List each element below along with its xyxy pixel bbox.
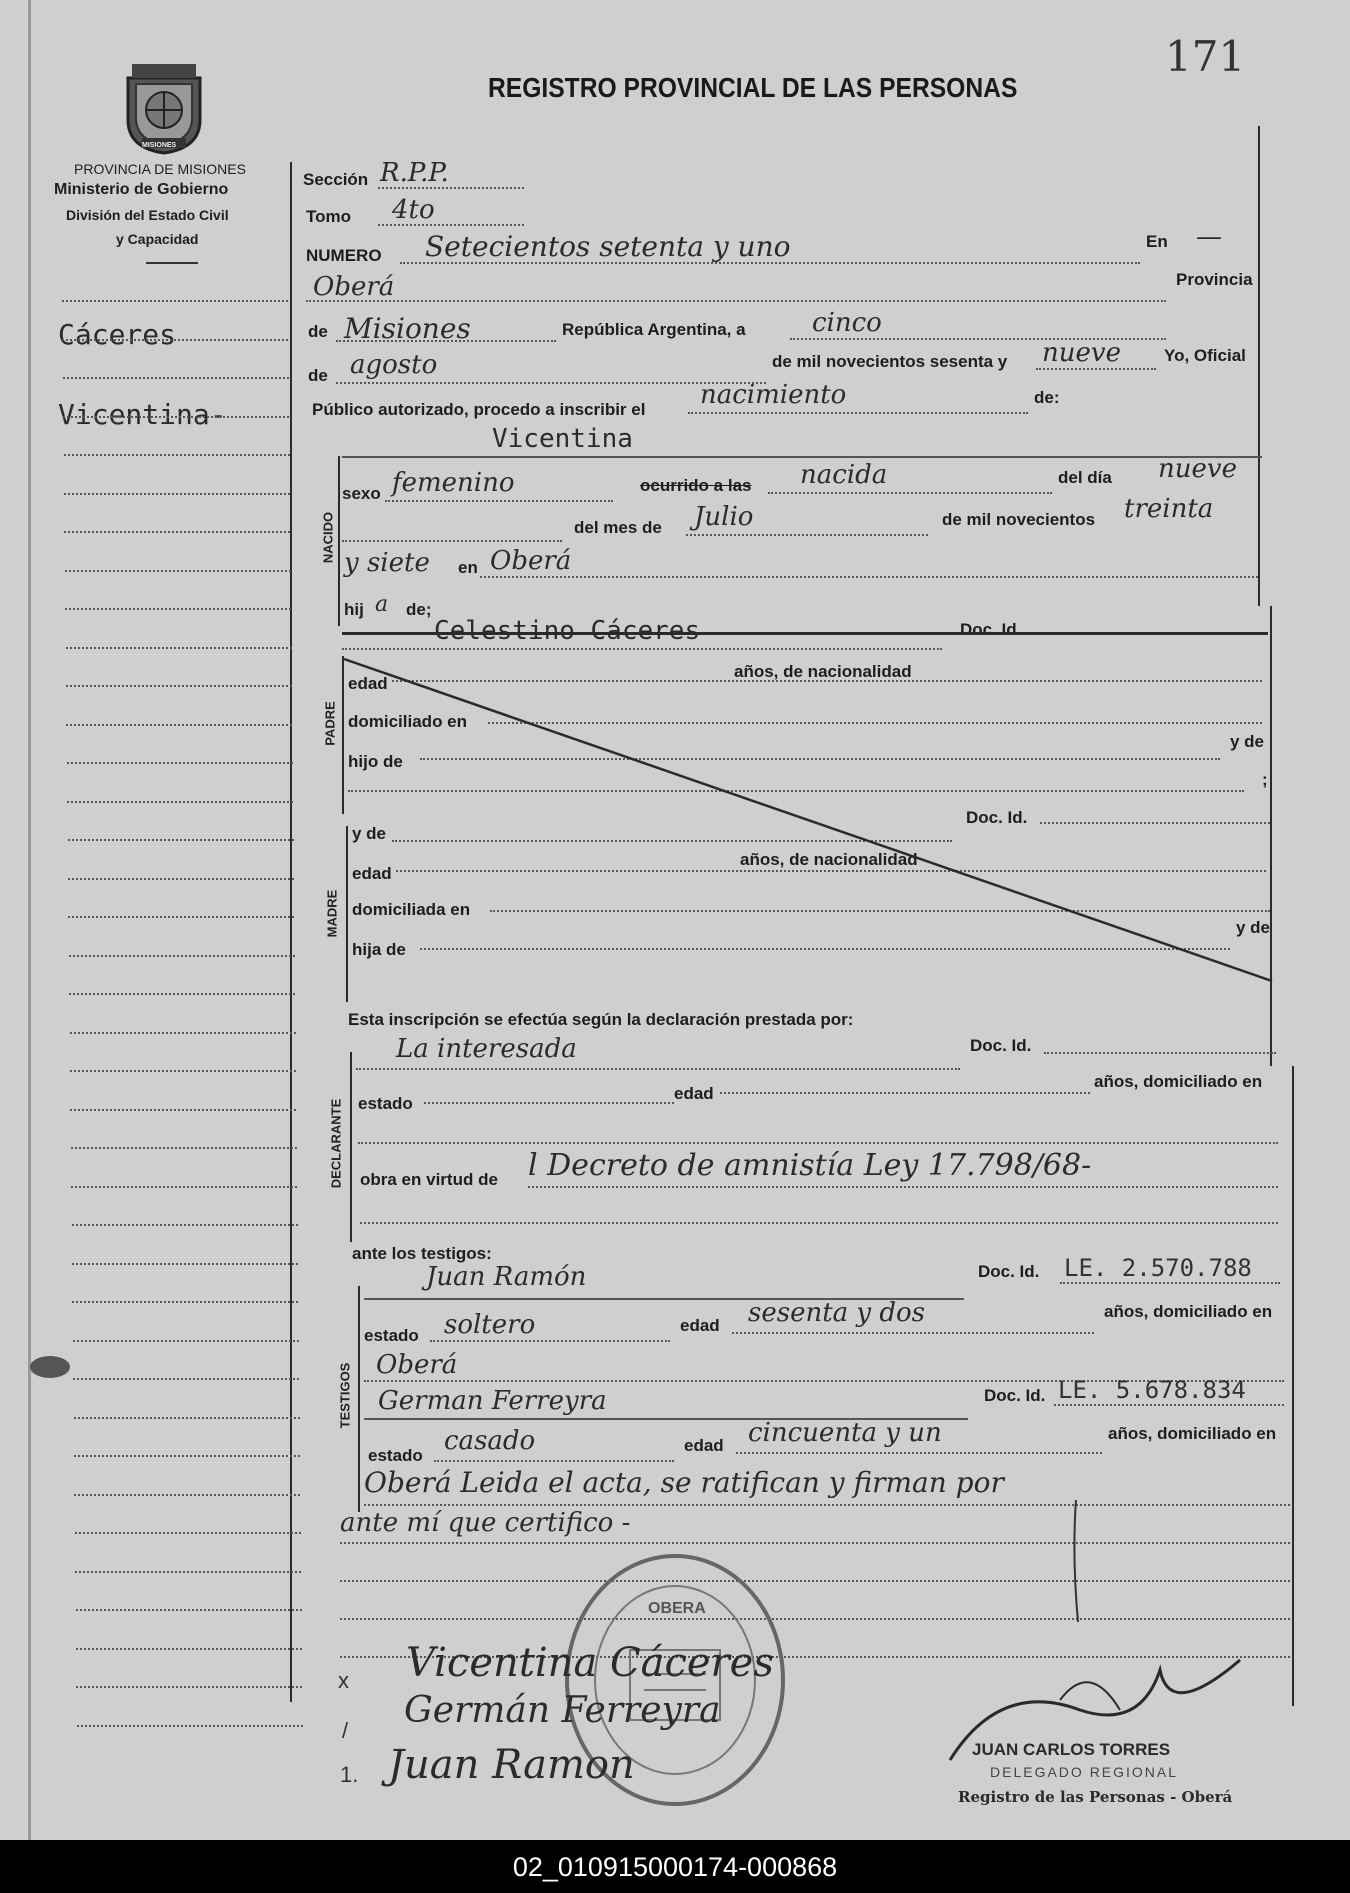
province-label: PROVINCIA DE MISIONES	[74, 161, 246, 177]
nacido-border	[338, 456, 340, 626]
page-title: REGISTRO PROVINCIAL DE LAS PERSONAS	[488, 72, 1018, 103]
testigo-1-edad: sesenta y dos	[748, 1298, 926, 1328]
mes-line	[686, 534, 928, 536]
blank-line-1	[340, 1580, 1290, 1582]
declarante-domicilio-label: años, domiciliado en	[1094, 1072, 1263, 1091]
testigo-1-doc-label: Doc. Id.	[978, 1262, 1040, 1281]
en-label: En	[1146, 232, 1168, 251]
padre-semicolon: ;	[1262, 770, 1268, 789]
mes-value: Julio	[694, 502, 754, 532]
testigo-2-doc: LE. 5.678.834	[1058, 1376, 1246, 1404]
provincia-line	[336, 340, 556, 342]
nacido-nombre-line	[342, 456, 1262, 458]
declarante-line	[356, 1068, 960, 1070]
cierre-line-1	[364, 1504, 1290, 1506]
signature-mark-2: /	[342, 1718, 349, 1743]
margin-ruled-line	[65, 570, 291, 572]
de-colon-label: de:	[1034, 388, 1060, 407]
declarante-label: DECLARANTE	[328, 1098, 344, 1189]
nacido-mil-label: de mil novecientos	[942, 510, 1096, 529]
margin-ruled-line	[74, 1417, 300, 1419]
binder-hole	[30, 1356, 70, 1378]
signature-3: Juan Ramon	[388, 1742, 635, 1788]
numero-line	[400, 262, 1140, 264]
madre-nacionalidad-label: años, de nacionalidad	[740, 850, 918, 869]
testigo-2-doc-line	[1054, 1404, 1284, 1406]
official-office: Registro de las Personas - Oberá	[958, 1788, 1233, 1806]
margin-ruled-line	[67, 762, 293, 764]
anio-cont-value: y siete	[344, 548, 430, 578]
madre-doc-label: Doc. Id.	[966, 808, 1028, 827]
provincia-label: Provincia	[1176, 270, 1253, 289]
margin-ruled-line	[65, 608, 291, 610]
testigo-1-domicilio-label: años, domiciliado en	[1104, 1302, 1273, 1321]
sexo-line	[385, 500, 613, 502]
testigo-1-edad-line	[732, 1332, 1094, 1334]
official-name: JUAN CARLOS TORRES	[972, 1740, 1171, 1759]
division-label-2: y Capacidad	[116, 231, 199, 247]
madre-y-de-label: y de	[352, 824, 387, 843]
testigo-1-edad-label: edad	[680, 1316, 720, 1335]
republica-label: República Argentina, a	[562, 320, 746, 339]
tomo-label: Tomo	[306, 207, 352, 226]
testigo-2-domicilio-cierre: Oberá Leida el acta, se ratifican y firman por	[364, 1466, 1004, 1499]
ocurrido-line	[768, 492, 1052, 494]
testigos-border	[358, 1286, 360, 1512]
margin-ruled-line	[71, 1186, 297, 1188]
declarante-extra-line	[358, 1142, 1278, 1144]
testigo-1-nombre: Juan Ramón	[426, 1262, 587, 1292]
margin-ruled-line	[73, 1378, 299, 1380]
testigo-2-edad-line	[736, 1452, 1102, 1454]
margin-ruled-line	[68, 916, 294, 918]
testigo-2-estado-line	[434, 1460, 674, 1462]
signature-mark-3: 1.	[340, 1762, 359, 1787]
padre-nombre-line	[342, 648, 942, 650]
mes-label: del mes de	[574, 518, 662, 537]
testigo-2-edad: cincuenta y un	[748, 1418, 942, 1448]
cierre-line-2	[340, 1542, 1290, 1544]
margin-ruled-line	[72, 1263, 298, 1265]
margin-ruled-line	[71, 1147, 297, 1149]
testigo-1-estado: soltero	[444, 1310, 536, 1340]
margin-ruled-line	[77, 1725, 303, 1727]
left-margin-rule	[290, 162, 292, 1702]
declarante-nombre: La interesada	[396, 1034, 577, 1064]
testigo-2-domicilio-label: años, domiciliado en	[1108, 1424, 1277, 1443]
obra-line	[528, 1186, 1278, 1188]
margin-ruled-line	[74, 1455, 300, 1457]
margin-ruled-line	[70, 1032, 296, 1034]
margin-ruled-line	[66, 685, 292, 687]
obra-extra-line	[360, 1222, 1278, 1224]
padre-top-rule	[342, 632, 1268, 635]
padre-domicilio-label: domiciliado en	[348, 712, 468, 731]
margin-ruled-line	[62, 300, 288, 302]
tomo-line	[378, 224, 524, 226]
padre-hijo-de-label: hijo de	[348, 752, 403, 771]
margin-ruled-line	[68, 839, 294, 841]
madre-y-de-label-2: y de	[1236, 918, 1271, 937]
margin-ruled-line	[76, 1648, 302, 1650]
anio-fecha-value: nueve	[1042, 338, 1121, 368]
right-form-border-3	[1292, 1066, 1294, 1706]
testigo-2-edad-label: edad	[684, 1436, 724, 1455]
page-number: 171	[1165, 32, 1246, 81]
yo-oficial-label: Yo, Oficial	[1164, 346, 1246, 365]
sexo-label: sexo	[342, 484, 381, 503]
testigo-1-doc: LE. 2.570.788	[1064, 1254, 1252, 1282]
numero-value: Setecientos setenta y uno	[425, 230, 791, 263]
cierre-2: ante mí que certifico -	[340, 1508, 631, 1538]
margin-ruled-line	[66, 647, 292, 649]
padre-y-de-label: y de	[1230, 732, 1265, 751]
declarante-estado-line	[424, 1102, 674, 1104]
margin-ruled-line	[64, 531, 290, 533]
testigo-1-estado-line	[430, 1340, 670, 1342]
mes-fecha-value: agosto	[350, 350, 438, 380]
official-title: DELEGADO REGIONAL	[990, 1764, 1179, 1780]
signature-2: Germán Ferreyra	[404, 1690, 721, 1731]
blank-line-2	[340, 1618, 1290, 1620]
margin-ruled-line	[64, 454, 290, 456]
declarante-border	[350, 1052, 352, 1242]
margin-ruled-line	[62, 339, 288, 341]
testigo-1-domicilio: Oberá	[376, 1350, 458, 1380]
madre-domicilio-label: domiciliada en	[352, 900, 471, 919]
margin-ruled-line	[69, 993, 295, 995]
margin-ruled-line	[70, 1070, 296, 1072]
padre-nacionalidad-label: años, de nacionalidad	[734, 662, 912, 681]
declarante-edad-label: edad	[674, 1084, 714, 1103]
provincial-seal-icon	[118, 60, 210, 155]
seccion-line	[378, 187, 524, 189]
margin-ruled-line	[68, 878, 294, 880]
lugar-value: Oberá	[490, 546, 572, 576]
declarante-estado-label: estado	[358, 1094, 413, 1113]
obra-value: l Decreto de amnistía Ley 17.798/68-	[528, 1148, 1092, 1183]
margin-ruled-line	[64, 493, 290, 495]
testigo-2-estado: casado	[444, 1426, 536, 1456]
mil-label: de mil novecientos sesenta y	[772, 352, 1008, 371]
sexo-value: femenino	[392, 468, 515, 498]
anio-fecha-line	[1036, 368, 1156, 370]
seccion-label: Sección	[303, 170, 369, 189]
margin-ruled-line	[75, 1571, 301, 1573]
obra-label: obra en virtud de	[360, 1170, 498, 1189]
padre-nombre: Celestino Cáceres	[434, 616, 701, 646]
madre-label: MADRE	[324, 889, 340, 938]
anio-value: treinta	[1124, 494, 1214, 524]
nacido-nombre: Vicentina	[492, 424, 633, 454]
padre-label: PADRE	[322, 701, 338, 746]
testigo-2-estado-label: estado	[368, 1446, 423, 1465]
testigos-intro: ante los testigos:	[352, 1244, 492, 1263]
declarante-doc-line	[1044, 1052, 1276, 1054]
ministry-label: Ministerio de Gobierno	[54, 181, 229, 198]
signature-mark-1: x	[338, 1668, 349, 1693]
margin-ruled-line	[66, 724, 292, 726]
ocurrido-label: ocurrido a las	[640, 476, 752, 495]
seccion-value: R.P.P.	[380, 158, 449, 188]
en-lugar-label: en	[458, 558, 478, 577]
madre-edad-label: edad	[352, 864, 392, 883]
de-label: de	[308, 322, 328, 341]
madre-hija-de-label: hija de	[352, 940, 406, 959]
hijo-label: hij	[344, 600, 364, 619]
testigo-2-doc-label: Doc. Id.	[984, 1386, 1046, 1405]
margin-given-name: Vicentina-	[58, 398, 227, 431]
del-dia-label: del día	[1058, 468, 1112, 487]
hijo-suffix: a	[375, 592, 389, 617]
provincia-value: Misiones	[344, 312, 471, 345]
acto-line	[688, 412, 1028, 414]
pen-stroke-icon	[1066, 1496, 1086, 1626]
margin-ruled-line	[67, 801, 293, 803]
ocurrido-value: nacida	[800, 460, 888, 490]
image-id-text: 02_010915000174-000868	[512, 1852, 838, 1882]
en-value: —	[1196, 222, 1222, 252]
declarante-doc-label: Doc. Id.	[970, 1036, 1032, 1055]
margin-ruled-line	[72, 1301, 298, 1303]
testigos-label: TESTIGOS	[337, 1362, 353, 1429]
nacido-label: NACIDO	[320, 511, 336, 564]
lugar-line	[480, 576, 1258, 578]
de-label-2: de	[308, 366, 328, 385]
hijo-de-label: de;	[406, 600, 432, 619]
publico-label: Público autorizado, procedo a inscribir el	[312, 400, 646, 419]
dia-fecha-value: cinco	[812, 308, 882, 338]
margin-ruled-line	[72, 1224, 298, 1226]
margin-ruled-line	[73, 1340, 299, 1342]
declarante-edad-line	[720, 1092, 1090, 1094]
left-page-edge	[28, 0, 31, 1840]
place-line	[306, 300, 1166, 302]
margin-ruled-line	[70, 1109, 296, 1111]
padre-doc-label: Doc. Id.	[960, 620, 1022, 639]
numero-label: NUMERO	[306, 246, 382, 265]
testigo-2-nombre: German Ferreyra	[378, 1386, 607, 1416]
stamp-text: OBERA	[648, 1600, 706, 1617]
seal-label: MISIONES	[142, 142, 177, 149]
place-value: Oberá	[313, 272, 395, 302]
testigo-1-doc-line	[1060, 1282, 1280, 1284]
tomo-value: 4to	[392, 195, 435, 225]
division-label: División del Estado Civil	[66, 207, 229, 223]
testigo-1-estado-label: estado	[364, 1326, 419, 1345]
divider	[146, 262, 198, 264]
dia-value: nueve	[1158, 454, 1237, 484]
margin-ruled-line	[76, 1609, 302, 1611]
margin-ruled-line	[75, 1532, 301, 1534]
margin-surname: Cáceres	[58, 318, 177, 351]
right-form-border	[1258, 126, 1260, 606]
margin-ruled-line	[63, 416, 289, 418]
margin-ruled-line	[63, 377, 289, 379]
declaracion-intro: Esta inscripción se efectúa según la declaración prestada por:	[348, 1010, 854, 1029]
margin-ruled-line	[74, 1494, 300, 1496]
cancel-diagonal-line	[340, 655, 1280, 985]
margin-ruled-line	[76, 1686, 302, 1688]
dia-line-2	[342, 540, 562, 542]
signature-1: Vicentina Cáceres	[406, 1640, 774, 1686]
image-id-footer	[0, 1840, 1350, 1893]
acto-value: nacimiento	[700, 380, 847, 410]
padre-edad-label: edad	[348, 674, 388, 693]
margin-ruled-line	[69, 955, 295, 957]
